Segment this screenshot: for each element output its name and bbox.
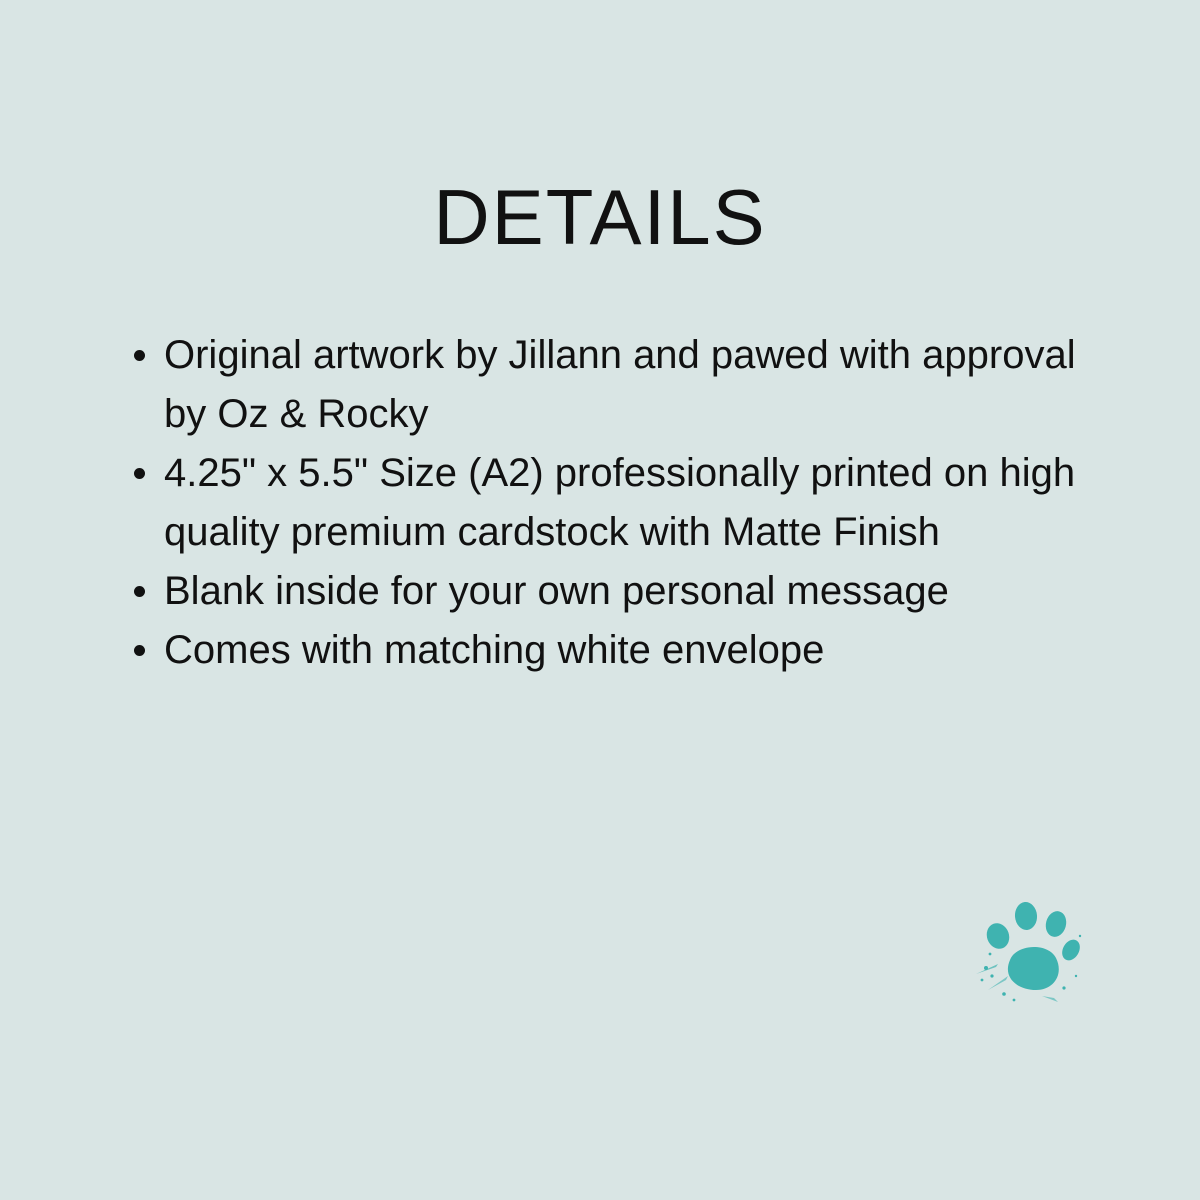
list-item [130, 444, 1120, 562]
bullet-icon [134, 586, 145, 597]
list-item-text: Original artwork by Jillann and pawed with approval by Oz & Rocky [164, 333, 1076, 436]
bullet-icon [134, 468, 145, 479]
list-item-text: 4.25" x 5.5" Size (A2) professionally printed on high quality premium cardstock with Matte Finish [164, 451, 1076, 554]
list-item [130, 621, 1120, 680]
bullet-icon [134, 350, 145, 361]
paw-print-icon [968, 898, 1094, 1010]
list-item-text: Comes with matching white envelope [164, 628, 825, 672]
bullet-icon [134, 645, 145, 656]
page-title: DETAILS [433, 173, 767, 261]
list-item [130, 326, 1120, 444]
list-item [130, 562, 1120, 621]
details-list [130, 326, 1120, 680]
list-item-text: Blank inside for your own personal message [164, 569, 949, 613]
